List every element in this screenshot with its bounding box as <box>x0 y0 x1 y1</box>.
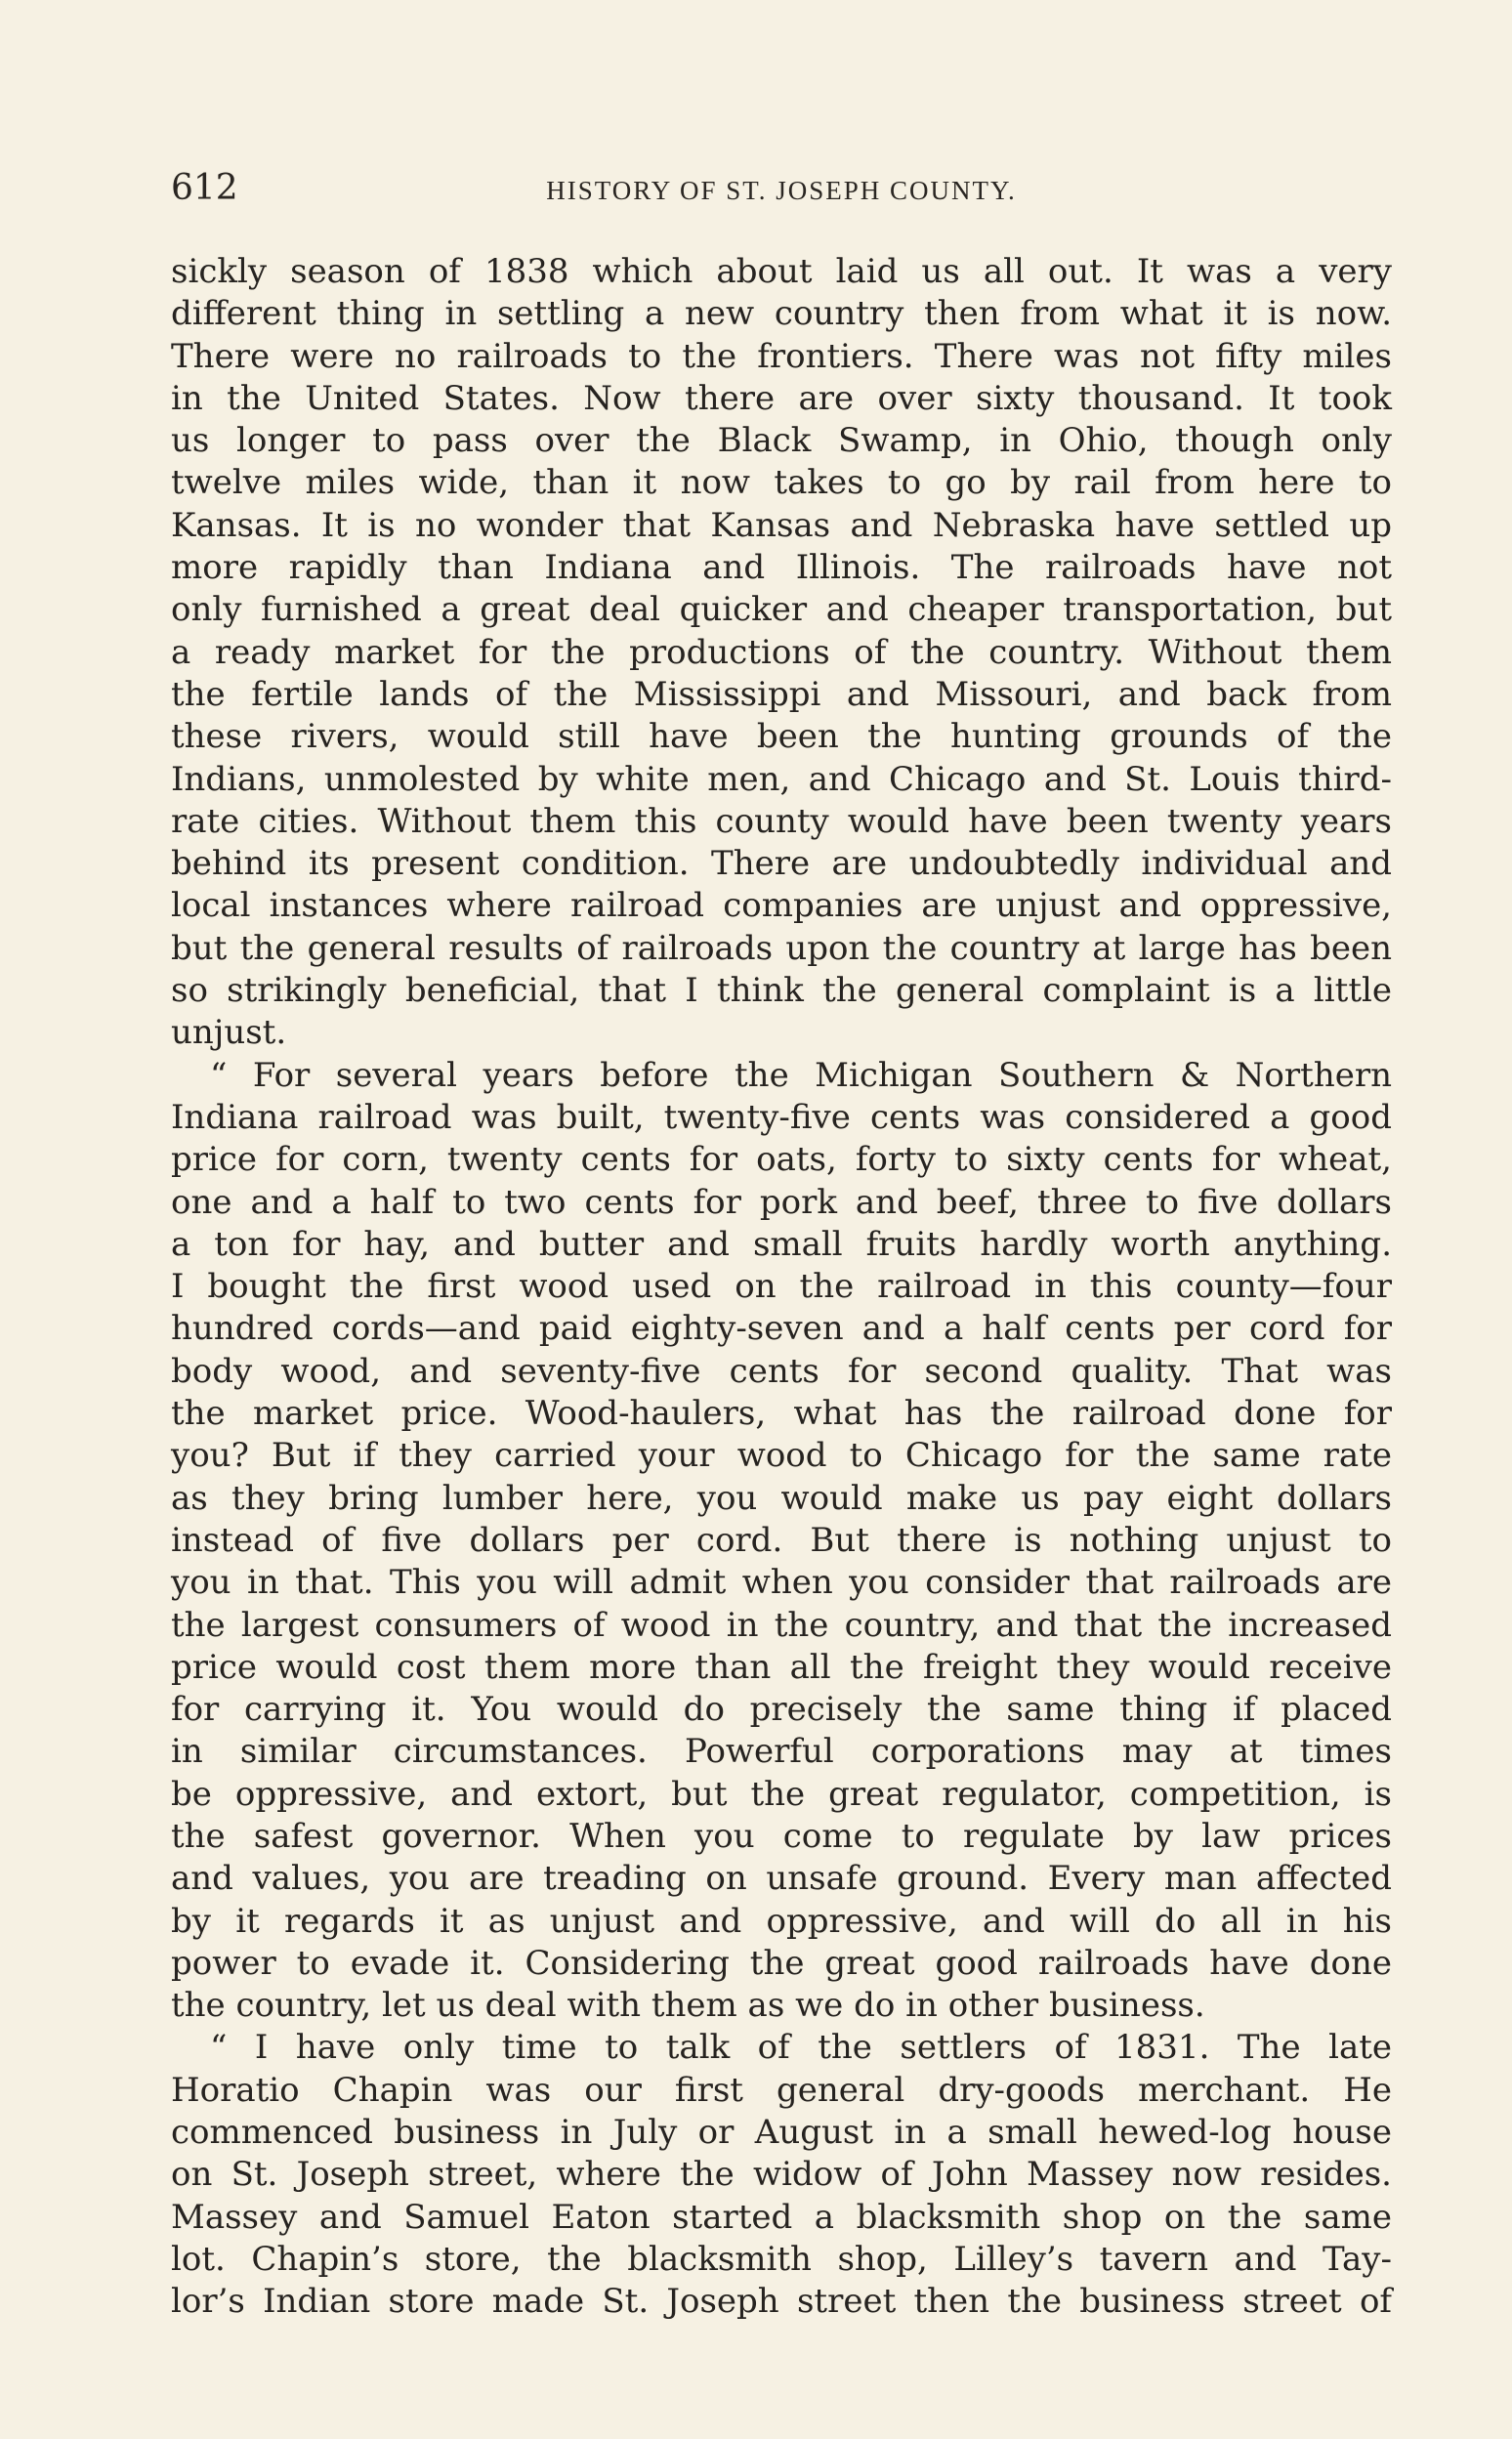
text-line: Kansas. It is no wonder that Kansas and Nebraska have settled up <box>171 505 1392 545</box>
text-line: body wood, and seventy-five cents for second quality. That was <box>171 1351 1392 1391</box>
text-line: in similar circumstances. Powerful corporations may at times <box>171 1732 1392 1772</box>
running-title: HISTORY OF ST. JOSEPH COUNTY. <box>546 176 1017 205</box>
text-line: Indiana railroad was built, twenty-five cents was considered a good <box>171 1097 1392 1137</box>
text-line: and values, you are treading on unsafe ground. Every man affected <box>171 1859 1392 1899</box>
text-line: Massey and Samuel Eaton started a blacksmith shop on the same <box>171 2197 1392 2237</box>
text-line: lor’s Indian store made St. Joseph street then the business street of <box>171 2282 1392 2322</box>
text-line: us longer to pass over the Black Swamp, in Ohio, though only <box>171 421 1392 461</box>
text-line: instead of five dollars per cord. But there is nothing unjust to <box>171 1520 1392 1560</box>
text-line: be oppressive, and extort, but the great regulator, competition, is <box>171 1774 1392 1814</box>
text-line: price would cost them more than all the freight they would receive <box>171 1647 1392 1687</box>
text-line: a ready market for the productions of the country. Without them <box>171 632 1392 672</box>
body-text <box>171 251 1392 2324</box>
text-line: commenced business in July or August in a small hewed-log house <box>171 2113 1392 2153</box>
text-line: Horatio Chapin was our first general dry-goods merchant. He <box>171 2070 1392 2110</box>
text-line: a ton for hay, and butter and small fruits hardly worth anything. <box>171 1224 1392 1264</box>
text-line: twelve miles wide, than it now takes to go by rail from here to <box>171 463 1392 503</box>
text-line: the market price. Wood-haulers, what has the railroad done for <box>171 1394 1392 1434</box>
text-line: lot. Chapin’s store, the blacksmith shop, Lilley’s tavern and Tay- <box>171 2239 1392 2279</box>
text-line: sickly season of 1838 which about laid us all out. It was a very <box>171 252 1392 291</box>
text-line: so strikingly beneficial, that I think the general complaint is a little <box>171 971 1392 1011</box>
text-line: as they bring lumber here, you would make us pay eight dollars <box>171 1478 1392 1518</box>
text-line: power to evade it. Considering the great good railroads have done <box>171 1943 1392 1983</box>
text-line: in the United States. Now there are over sixty thousand. It took <box>171 378 1392 418</box>
text-line: you? But if they carried your wood to Chicago for the same rate <box>171 1436 1392 1476</box>
text-line: the safest governor. When you come to regulate by law prices <box>171 1816 1392 1856</box>
text-line: local instances where railroad companies are unjust and oppressive, <box>171 886 1392 926</box>
text-line: the fertile lands of the Mississippi and Missouri, and back from <box>171 674 1392 714</box>
text-line: “ For several years before the Michigan Southern & Northern <box>210 1055 1392 1095</box>
text-line: I bought the first wood used on the railroad in this county—four <box>171 1267 1392 1307</box>
text-line: rate cities. Without them this county would have been twenty years <box>171 801 1392 841</box>
text-line: hundred cords—and paid eighty-seven and a half cents per cord for <box>171 1309 1392 1349</box>
text-line: you in that. This you will admit when you consider that railroads are <box>171 1563 1392 1603</box>
page-number: 612 <box>171 168 238 208</box>
text-line: only furnished a great deal quicker and cheaper transportation, but <box>171 590 1392 630</box>
text-line: one and a half to two cents for pork and beef, three to five dollars <box>171 1182 1392 1222</box>
text-line: There were no railroads to the frontiers. There was not fifty miles <box>171 336 1392 376</box>
text-line: Indians, unmolested by white men, and Chicago and St. Louis third- <box>171 759 1392 799</box>
text-line: for carrying it. You would do precisely the same thing if placed <box>171 1690 1392 1730</box>
text-line: behind its present condition. There are undoubtedly individual and <box>171 844 1392 884</box>
text-line: the country, let us deal with them as we do in other business. <box>171 1986 1205 2026</box>
text-line: these rivers, would still have been the hunting grounds of the <box>171 717 1392 757</box>
page-header <box>171 168 1392 213</box>
text-line: on St. Joseph street, where the widow of John Massey now resides. <box>171 2155 1392 2195</box>
text-line: “ I have only time to talk of the settlers of 1831. The late <box>210 2028 1392 2068</box>
text-line: more rapidly than Indiana and Illinois. The railroads have not <box>171 548 1392 588</box>
text-line: but the general results of railroads upon the country at large has been <box>171 928 1392 968</box>
text-line: the largest consumers of wood in the country, and that the increased <box>171 1605 1392 1645</box>
text-line: by it regards it as unjust and oppressive, and will do all in his <box>171 1901 1392 1941</box>
text-line: unjust. <box>171 1013 287 1053</box>
text-line: different thing in settling a new country then from what it is now. <box>171 294 1392 334</box>
text-line: price for corn, twenty cents for oats, forty to sixty cents for wheat, <box>171 1140 1392 1180</box>
